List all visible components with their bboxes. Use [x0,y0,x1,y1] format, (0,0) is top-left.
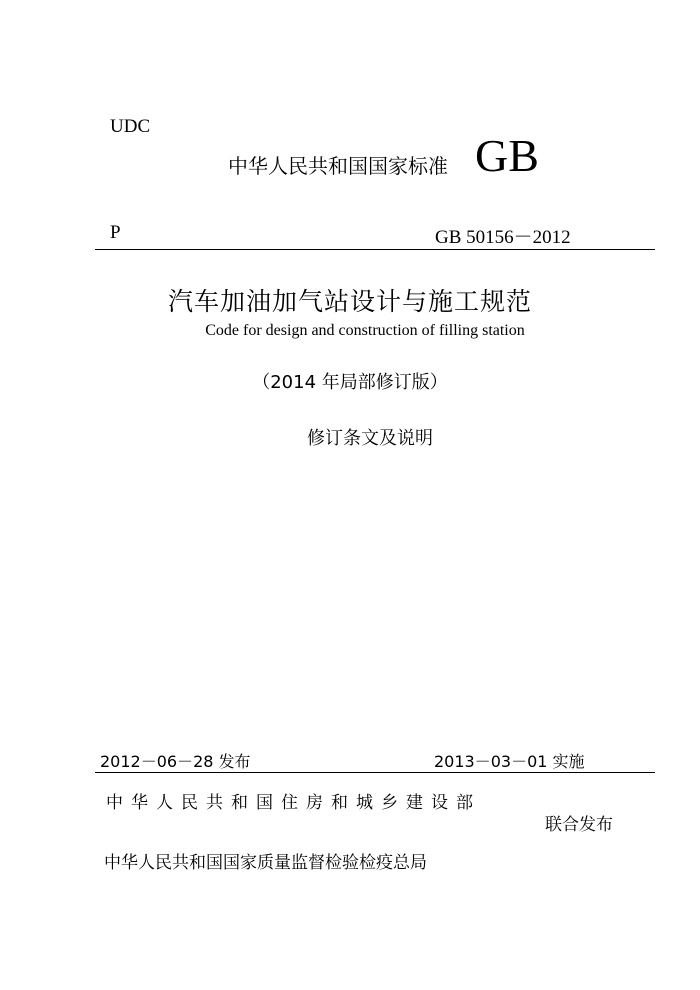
document-title-english: Code for design and construction of filling station [205,322,525,339]
document-title-chinese: 汽车加油加气站设计与施工规范 [167,287,532,316]
issue-date: 2012－06－28 发布 [100,752,251,771]
udc-label: UDC [110,116,151,137]
classification-code: P [110,222,121,243]
joint-release-label: 联合发布 [545,815,613,835]
top-divider [95,249,655,250]
publisher-mohurd: 中华人民共和国住房和城乡建设部 [106,793,481,813]
standard-number: GB 50156－2012 [435,227,571,248]
bottom-divider [95,772,655,773]
publisher-aqsiq: 中华人民共和国国家质量监督检验检疫总局 [104,853,427,873]
edition-note: （2014 年局部修订版） [252,372,448,393]
implementation-date: 2013－03－01 实施 [434,752,585,771]
gb-mark: GB [475,130,539,181]
document-subtitle: 修订条文及说明 [307,428,433,449]
national-standard-label: 中华人民共和国国家标准 [228,154,448,178]
